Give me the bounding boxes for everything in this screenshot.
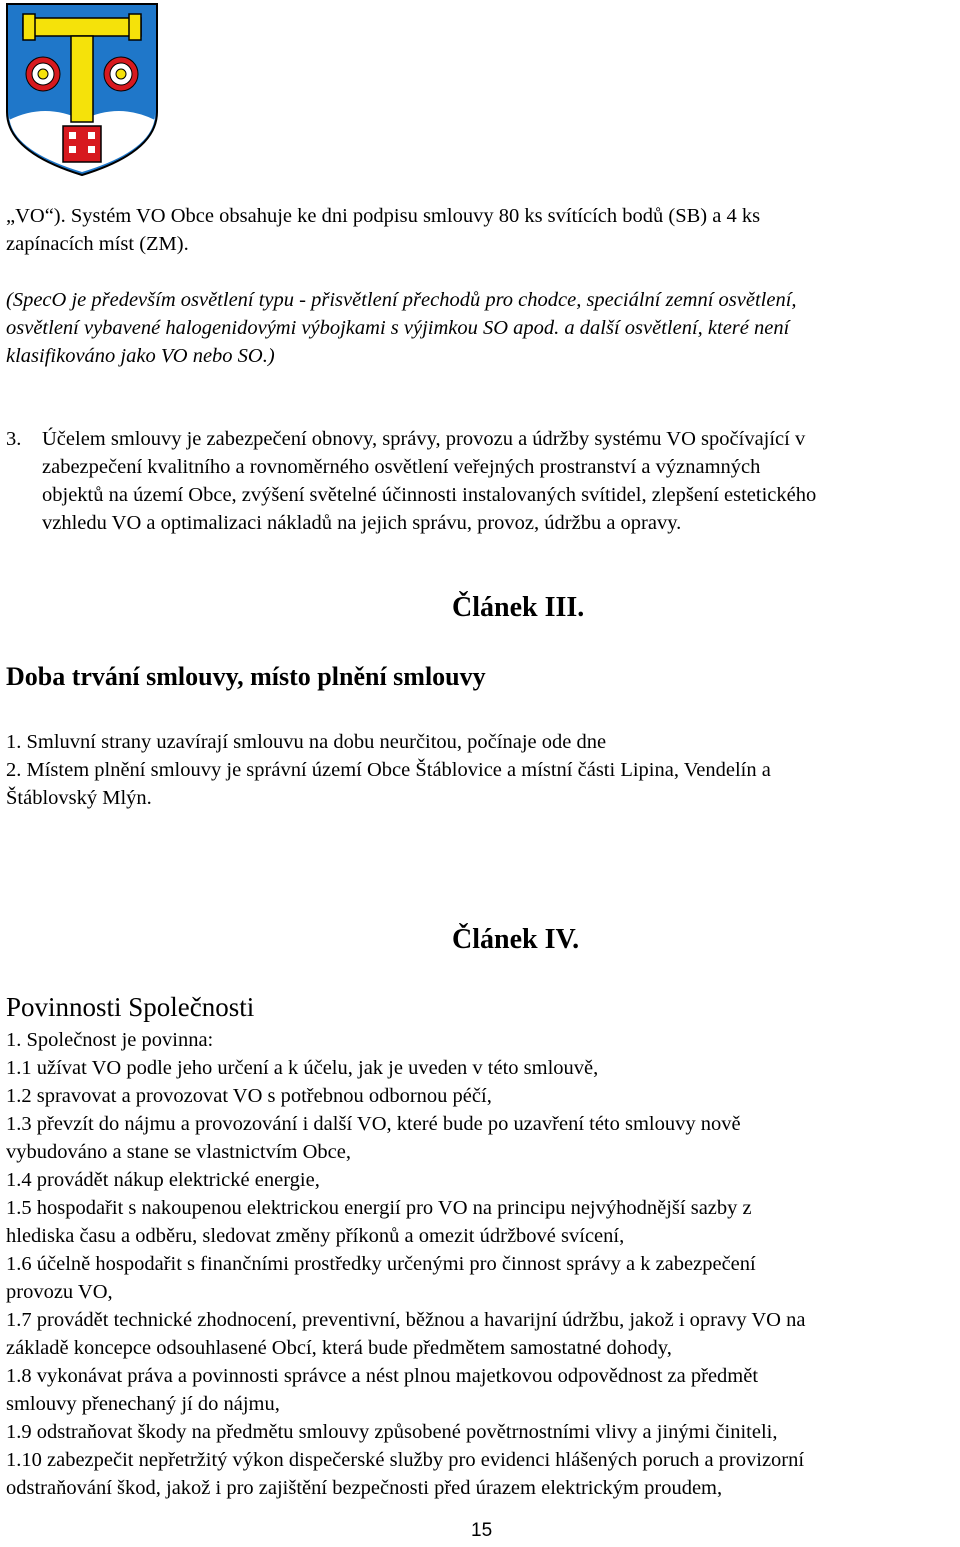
article-4-line: 1.3 převzít do nájmu a provozování i další VO, které bude po uzavření této smlouvy nově (6, 1113, 741, 1135)
article-3-line-3: Štáblovský Mlýn. (6, 787, 152, 809)
article-4-line: 1.1 užívat VO podle jeho určení a k účelu, jak je uveden v této smlouvě, (6, 1057, 599, 1079)
speco-note-line-2: osvětlení vybavené halogenidovými výbojkami s výjimkou SO apod. a další osvětlení, které není (6, 317, 790, 339)
article-4-line: provozu VO, (6, 1281, 113, 1303)
article-4-line: 1. Společnost je povinna: (6, 1029, 214, 1051)
article-4-line: základě koncepce odsouhlasené Obcí, která bude předmětem samostatné dohody, (6, 1337, 672, 1359)
article-4-line: 1.10 zabezpečit nepřetržitý výkon dispečerské služby pro evidenci hlášených poruch a provizorní (6, 1449, 805, 1471)
speco-note-line-3: klasifikováno jako VO nebo SO.) (6, 345, 275, 367)
article-4-line: 1.2 spravovat a provozovat VO s potřebnou odbornou péčí, (6, 1085, 492, 1107)
article-4-line: 1.4 provádět nákup elektrické energie, (6, 1169, 320, 1191)
article-3-line-1: 1. Smluvní strany uzavírají smlouvu na dobu neurčitou, počínaje ode dne (6, 731, 607, 753)
article-3-title: Článek III. (452, 592, 585, 623)
paragraph-3-line-1: Účelem smlouvy je zabezpečení obnovy, správy, provozu a údržby systému VO spočívající v (42, 428, 806, 450)
article-4-line: 1.9 odstraňovat škody na předmětu smlouvy způsobené povětrnostními vlivy a jinými činiteli, (6, 1421, 778, 1443)
article-4-line: smlouvy přenechaný jí do nájmu, (6, 1393, 280, 1415)
intro-line-2: zapínacích míst (ZM). (6, 233, 189, 255)
article-4-title: Článek IV. (452, 924, 580, 955)
article-4-line: 1.8 vykonávat práva a povinnosti správce a nést plnou majetkovou odpovědnost za předmět (6, 1365, 759, 1387)
article-3-heading: Doba trvání smlouvy, místo plnění smlouvy (6, 662, 486, 691)
article-4-line: 1.6 účelně hospodařit s finančními prostředky určenými pro činnost správy a k zabezpečení (6, 1253, 756, 1275)
article-4-line: 1.5 hospodařit s nakoupenou elektrickou energií pro VO na principu nejvýhodnější sazby z (6, 1197, 752, 1219)
speco-note-line-1: (SpecO je především osvětlení typu - přisvětlení přechodů pro chodce, speciální zemní osvětlení, (6, 289, 797, 311)
page-number: 15 (471, 1520, 493, 1541)
intro-line-1: „VO“). Systém VO Obce obsahuje ke dni podpisu smlouvy 80 ks svítících bodů (SB) a 4 ks (6, 205, 761, 227)
article-4-line: odstraňování škod, jakož i pro zajištění bezpečnosti před úrazem elektrickým proudem, (6, 1477, 723, 1499)
article-4-heading: Povinnosti Společnosti (6, 992, 255, 1022)
article-3-line-2: 2. Místem plnění smlouvy je správní území Obce Štáblovice a místní části Lipina, Vendelín a (6, 759, 771, 781)
article-4-line: vybudováno a stane se vlastnictvím Obce, (6, 1141, 351, 1163)
paragraph-3-line-3: objektů na území Obce, zvýšení světelné účinnosti instalovaných svítidel, zlepšení estetického (42, 484, 817, 506)
article-4-line: 1.7 provádět technické zhodnocení, preventivní, běžnou a havarijní údržbu, jakož i opravy VO na (6, 1309, 806, 1331)
paragraph-3-line-2: zabezpečení kvalitního a rovnoměrného osvětlení veřejných prostranství a významných (42, 456, 761, 478)
paragraph-3-line-4: vzhledu VO a optimalizaci nákladů na jejich správu, provoz, údržbu a opravy. (42, 512, 682, 534)
municipal-coat-of-arms-icon (5, 2, 159, 177)
article-4-line: hlediska času a odběru, sledovat změny příkonů a omezit údržbové svícení, (6, 1225, 625, 1247)
paragraph-3-number: 3. (6, 428, 22, 450)
